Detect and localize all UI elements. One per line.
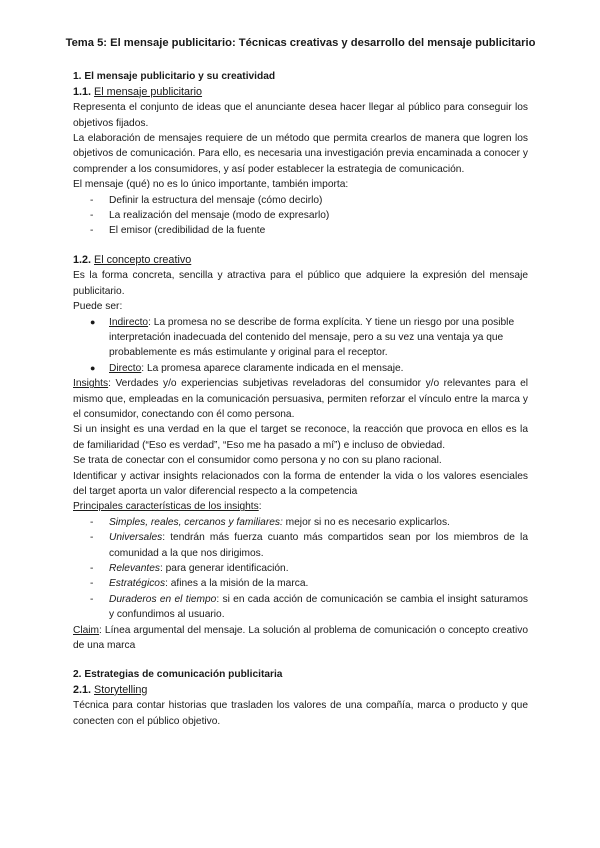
term: Indirecto xyxy=(109,316,149,328)
document-page xyxy=(65,36,536,729)
section-2-1-label: Storytelling xyxy=(94,683,148,696)
dash-bullet: - xyxy=(90,532,94,544)
dash-bullet: - xyxy=(90,194,94,206)
section-1-1-heading xyxy=(73,85,528,100)
paragraph: Puede ser: xyxy=(73,301,123,313)
term: Directo xyxy=(109,362,142,374)
paragraph: Identificar y activar insights relacionados con la forma de entender la vida o los valores esenciales del target aporta un valor diferencial respecto a la competencia xyxy=(73,470,528,497)
term: Claim xyxy=(73,624,100,636)
list-item-text: : La promesa no se describe de forma explícita. Y tiene un riesgo por una posible interpretación inadecuada del contenido del mensaje, pero a su vez una ventaja ya que probablemente es más estimulante y original para el receptor. xyxy=(109,316,515,359)
list-item xyxy=(73,223,528,238)
paragraph: El mensaje (qué) no es lo único importante, también importa: xyxy=(73,179,349,191)
section-1-1-label: El mensaje publicitario xyxy=(94,85,203,98)
paragraph-text: : Verdades y/o experiencias subjetivas reveladoras del consumidor y/o relevantes para el mismo que, empleadas en la comunicación persuasiva, permiten reforzar el vínculo entre la marca y el consumidor, conectando con él como persona. xyxy=(73,378,528,420)
term: Duraderos en el tiempo xyxy=(109,593,217,605)
list-item xyxy=(73,576,528,591)
bullet-list xyxy=(73,315,528,377)
list-item xyxy=(73,592,528,623)
section-1-1-number: 1.1. xyxy=(73,85,92,98)
section-1-2-number: 1.2. xyxy=(73,253,92,266)
section-1-heading: 1. El mensaje publicitario y su creatividad xyxy=(73,71,276,83)
list-item xyxy=(73,515,528,530)
list-item-text: Definir la estructura del mensaje (cómo decirlo) xyxy=(109,194,323,206)
subheading-label: Principales características de los insights xyxy=(73,501,259,513)
term: Estratégicos xyxy=(109,578,166,590)
list-item-text: : afines a la misión de la marca. xyxy=(165,578,309,590)
term: Relevantes xyxy=(109,563,160,574)
section-2-heading: 2. Estrategias de comunicación publicitaria xyxy=(73,669,283,681)
list-item-text: mejor si no es necesario explicarlos. xyxy=(282,516,450,528)
document-title: Tema 5: El mensaje publicitario: Técnicas creativas y desarrollo del mensaje publicitario xyxy=(65,37,536,49)
dash-bullet: - xyxy=(90,563,94,574)
paragraph: Se trata de conectar con el consumidor como persona y no con su plano racional. xyxy=(73,455,442,467)
paragraph xyxy=(73,376,528,422)
dash-list xyxy=(73,193,528,239)
term: Universales xyxy=(109,532,163,544)
paragraph: Si un insight es una verdad en la que el target se reconoce, la reacción que provoca en ellos es la de familiaridad (“Eso es verdad”, “Eso me ha pasado a mí”) e incluso de obviedad. xyxy=(73,424,528,451)
paragraph: Representa el conjunto de ideas que el anunciante desea hacer llegar al público para conseguir los objetivos fijados. xyxy=(73,102,528,129)
list-item-text: : tendrán más fuerza cuanto más compartidos sean por los miembros de la comunidad a la que nos dirigimos. xyxy=(109,532,528,559)
dash-bullet: - xyxy=(90,225,94,237)
paragraph: Técnica para contar historias que trasladen los valores de una compañía, marca o producto y que conecten con el público objetivo. xyxy=(73,700,528,727)
subheading xyxy=(73,499,528,514)
paragraph: Es la forma concreta, sencilla y atractiva para el público que adquiere la expresión del mensaje publicitario. xyxy=(73,270,528,297)
section-1-2-heading xyxy=(73,253,528,268)
section-2-1-number: 2.1. xyxy=(73,683,92,696)
section-2-1-heading xyxy=(73,683,528,698)
list-item xyxy=(73,193,528,208)
dash-bullet: - xyxy=(90,578,94,590)
section-1-2-label: El concepto creativo xyxy=(94,253,192,266)
list-item xyxy=(73,530,528,561)
list-item-text: : si en cada acción de comunicación se cambia el insight saturamos y confundimos al usuario. xyxy=(109,593,528,621)
subheading-colon: : xyxy=(258,501,262,513)
dash-bullet: - xyxy=(90,593,94,605)
dash-bullet: - xyxy=(90,210,94,222)
term: Insights xyxy=(73,378,109,390)
bullet-dot-icon: ● xyxy=(90,362,96,373)
bullet-dot-icon: ● xyxy=(90,316,96,327)
list-item xyxy=(73,315,528,361)
list-item-text: El emisor (credibilidad de la fuente xyxy=(109,225,266,237)
dash-list xyxy=(73,515,528,623)
paragraph xyxy=(73,623,528,654)
paragraph-text: : Línea argumental del mensaje. La solución al problema de comunicación o concepto creativo de una marca xyxy=(73,624,528,652)
list-item xyxy=(73,361,528,376)
list-item-text: : La promesa aparece claramente indicada en el mensaje. xyxy=(141,362,404,374)
term: Simples, reales, cercanos y familiares: xyxy=(109,516,283,528)
paragraph: La elaboración de mensajes requiere de un método que permita crearlos de manera que logren los objetivos de comunicación. Para ello, es necesaria una investigación previa encaminada a conocer y comprender a los consumidores, y así poder establecer la estrategia de comunicación. xyxy=(73,133,528,175)
list-item xyxy=(73,208,528,223)
list-item xyxy=(73,561,528,576)
list-item-text: La realización del mensaje (modo de expresarlo) xyxy=(109,210,330,222)
dash-bullet: - xyxy=(90,516,94,528)
list-item-text: : para generar identificación. xyxy=(159,563,289,574)
